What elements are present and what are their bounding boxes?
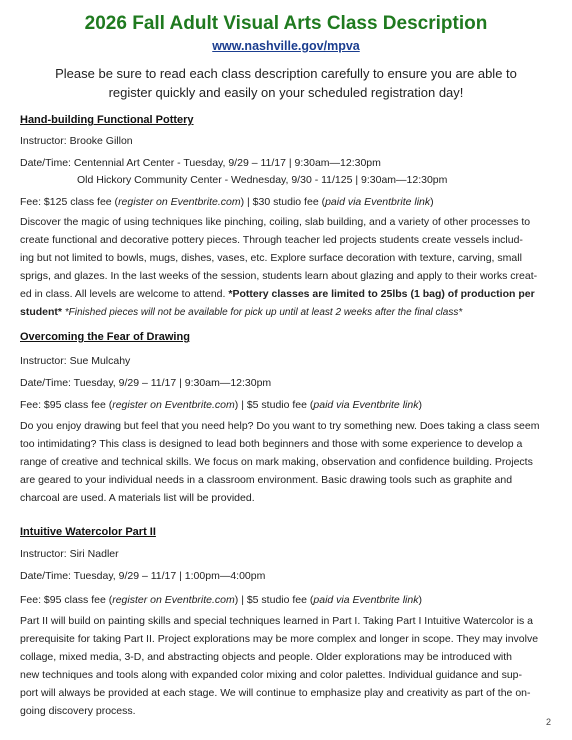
class-datetime-second-location: Old Hickory Community Center - Wednesday, 9/30 - 11/125 | 9:30am—12:30pm <box>77 174 448 186</box>
fee-text: ) <box>418 594 422 606</box>
description-line <box>20 285 552 303</box>
intro-text <box>40 64 532 102</box>
description-line: new techniques and tools along with expanded color mixing and color palettes. Individual guidance and sup- <box>20 669 522 681</box>
description-line: are geared to your individual needs in a classroom environment. Basic drawing tools such as graphite and <box>20 474 513 486</box>
description-text: ed in class. All levels are welcome to attend. <box>20 288 229 300</box>
description-line: collage, mixed media, 3-D, and abstracting objects and people. Older explorations may be introduced with <box>20 651 513 663</box>
class-datetime: Date/Time: Tuesday, 9/29 – 11/17 | 9:30am—12:30pm <box>20 377 272 389</box>
description-line: port will always be provided at each stage. We will continue to emphasize play and creativity as part of the on- <box>20 687 531 699</box>
class-heading-watercolor: Intuitive Watercolor Part II <box>20 526 156 538</box>
fee-paid-note: paid via Eventbrite link <box>313 594 419 606</box>
intro-line: Please be sure to read each class description carefully to ensure you are able to <box>55 66 517 81</box>
fee-paid-note: paid via Eventbrite link <box>313 399 419 411</box>
description-line: sprigs, and glazes. In the last weeks of the session, students learn about glazing and apply to their works creat- <box>20 270 538 282</box>
class-heading-pottery: Hand-building Functional Pottery <box>20 114 194 126</box>
description-line: Discover the magic of using techniques like pinching, coiling, slab building, and a variety of other processes to <box>20 216 531 228</box>
fee-text: ) <box>418 399 422 411</box>
class-fee <box>20 195 434 209</box>
class-description-watercolor <box>20 612 552 720</box>
fee-text: ) | $30 studio fee ( <box>240 196 326 208</box>
fee-text: ) <box>430 196 434 208</box>
class-datetime: Date/Time: Centennial Art Center - Tuesday, 9/29 – 11/17 | 9:30am—12:30pm <box>20 157 381 169</box>
description-line: charcoal are used. A materials list will be provided. <box>20 492 255 504</box>
description-line: ing but not limited to bowls, mugs, dishes, vases, etc. Explore surface decoration with texture, carving, small <box>20 252 522 264</box>
fee-text: ) | $5 studio fee ( <box>234 399 314 411</box>
pickup-note: *Finished pieces will not be available for pick up until at least 2 weeks after the final class* <box>62 307 463 318</box>
description-line: create functional and decorative pottery pieces. Through teacher led projects students create vessels includ- <box>20 234 523 246</box>
class-description-pottery <box>20 213 552 322</box>
class-fee <box>20 398 422 412</box>
fee-register-note: register on Eventbrite.com <box>112 399 235 411</box>
page-number: 2 <box>546 717 552 727</box>
description-line: Do you enjoy drawing but feel that you need help? Do you want to try something new. Does taking a class seem <box>20 420 540 432</box>
description-line: going discovery process. <box>20 705 136 717</box>
pottery-limit-note: *Pottery classes are limited to 25lbs (1 bag) of production per <box>228 288 535 300</box>
fee-paid-note: paid via Eventbrite link <box>325 196 431 208</box>
class-heading-drawing: Overcoming the Fear of Drawing <box>20 331 190 343</box>
description-line: Part II will build on painting skills and special techniques learned in Part I. Taking Part I Intuitive Watercolor is a <box>20 615 534 627</box>
fee-register-note: register on Eventbrite.com <box>118 196 241 208</box>
fee-register-note: register on Eventbrite.com <box>112 594 235 606</box>
class-fee <box>20 593 422 607</box>
fee-text: ) | $5 studio fee ( <box>234 594 314 606</box>
description-line: too intimidating? This class is designed to lead both beginners and those with some experience to develop a <box>20 438 523 450</box>
website-link[interactable]: www.nashville.gov/mpva <box>212 39 360 53</box>
page-title: 2026 Fall Adult Visual Arts Class Description <box>84 13 488 34</box>
fee-text: Fee: $125 class fee ( <box>20 196 119 208</box>
fee-text: Fee: $95 class fee ( <box>20 594 113 606</box>
description-line: prerequisite for taking Part II. Project explorations may be more complex and longer in scope. They may involve <box>20 633 539 645</box>
description-line <box>20 303 552 322</box>
description-line: range of creative and technical skills. We focus on mark making, observation and confidence building. Projects <box>20 456 533 468</box>
intro-line: register quickly and easily on your scheduled registration day! <box>108 85 464 100</box>
class-instructor: Instructor: Brooke Gillon <box>20 135 133 147</box>
pottery-limit-note: student* <box>20 306 62 318</box>
class-description-drawing <box>20 417 552 507</box>
fee-text: Fee: $95 class fee ( <box>20 399 113 411</box>
class-datetime: Date/Time: Tuesday, 9/29 – 11/17 | 1:00pm—4:00pm <box>20 570 266 582</box>
class-instructor: Instructor: Siri Nadler <box>20 548 119 560</box>
class-instructor: Instructor: Sue Mulcahy <box>20 355 131 367</box>
